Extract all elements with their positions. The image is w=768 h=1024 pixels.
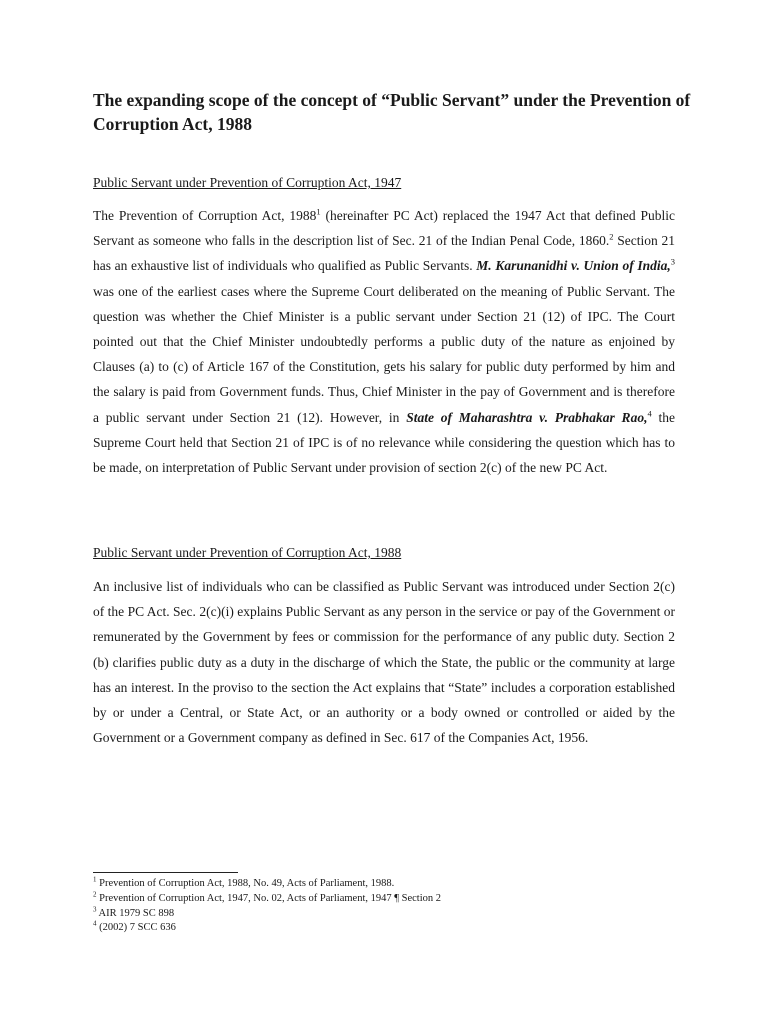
section-heading-1947: Public Servant under Prevention of Corruption Act, 1947 bbox=[93, 175, 402, 190]
section-heading-1988: Public Servant under Prevention of Corruption Act, 1988 bbox=[93, 545, 402, 560]
para-text: Section 21 has an exhaustive list of individuals who qualified as Public Servants. bbox=[93, 233, 675, 274]
document-title: The expanding scope of the concept of “Public Servant” under the Prevention of Corruption Act, 1988 bbox=[93, 90, 691, 134]
footnote-text: AIR 1979 SC 898 bbox=[96, 907, 175, 919]
para-text: (hereinafter PC Act) replaced the 1947 Act that defined Public Servant as someone who falls in the description list of Sec. 21 of the Indian Penal Code, 1860. bbox=[93, 208, 676, 249]
footnote-number: 3 bbox=[93, 905, 97, 914]
footnote-text: Prevention of Corruption Act, 1988, No. 49, Acts of Parliament, 1988. bbox=[96, 878, 395, 889]
footnote-number: 1 bbox=[93, 875, 97, 884]
footnote-text: Prevention of Corruption Act, 1947, No. 02, Acts of Parliament, 1947 ¶ Section 2 bbox=[96, 892, 442, 904]
case-name-prabhakar-rao: State of Maharashtra v. Prabhakar Rao, bbox=[406, 409, 648, 425]
footnote-1 bbox=[93, 877, 653, 892]
footnote-ref-2[interactable]: 2 bbox=[609, 231, 614, 242]
footnote-number: 4 bbox=[93, 919, 97, 928]
footnote-separator bbox=[93, 872, 238, 873]
para-text: The Prevention of Corruption Act, 1988 bbox=[93, 208, 317, 223]
para-text: the Supreme Court held that Section 21 of IPC is of no relevance while considering the question which has to be made, on interpretation of Public Servant under provision of section 2(c) of the new PC Act. bbox=[93, 409, 675, 476]
case-name-karunanidhi: M. Karunanidhi v. Union of India, bbox=[476, 258, 671, 274]
footnote-2 bbox=[93, 892, 653, 907]
footnote-text: (2002) 7 SCC 636 bbox=[96, 922, 176, 934]
paragraph-1947-act bbox=[93, 203, 675, 480]
footnotes bbox=[93, 877, 653, 936]
footnote-ref-4[interactable]: 4 bbox=[647, 408, 652, 419]
footnote-4 bbox=[93, 921, 653, 936]
footnote-ref-3[interactable]: 3 bbox=[670, 256, 675, 267]
footnote-number: 2 bbox=[93, 890, 97, 899]
footnote-ref-1[interactable]: 1 bbox=[316, 206, 321, 217]
footnote-3 bbox=[93, 907, 653, 922]
para-text: was one of the earliest cases where the Supreme Court deliberated on the meaning of Public Servant. The question was whether the Chief Minister is a public servant under Section 21 (12) of IPC. The Court pointed out that the Chief Minister undoubtedly performs a public duty of the nature as enjoined by Clauses (a) to (c) of Article 167 of the Constitution, gets his salary for public duty performed by him and the salary is paid from Government funds. Thus, Chief Minister in the pay of Government and is therefore a public servant under Section 21 (12). However, in bbox=[93, 283, 675, 425]
paragraph-1988-act: An inclusive list of individuals who can be classified as Public Servant was introduced under Section 2(c) of the PC Act. Sec. 2(c)(i) explains Public Servant as any person in the service or pay of the Government or remunerated by the Government by fees or commission for the performance of any public duty. Section 2 (b) clarifies public duty as a duty in the discharge of which the State, the public or the community at large has an interest. In the proviso to the section the Act explains that “State” includes a corporation established by or under a Central, or State Act, or an authority or a body owned or controlled or aided by the Government or a Government company as defined in Sec. 617 of the Companies Act, 1956. bbox=[93, 579, 675, 746]
